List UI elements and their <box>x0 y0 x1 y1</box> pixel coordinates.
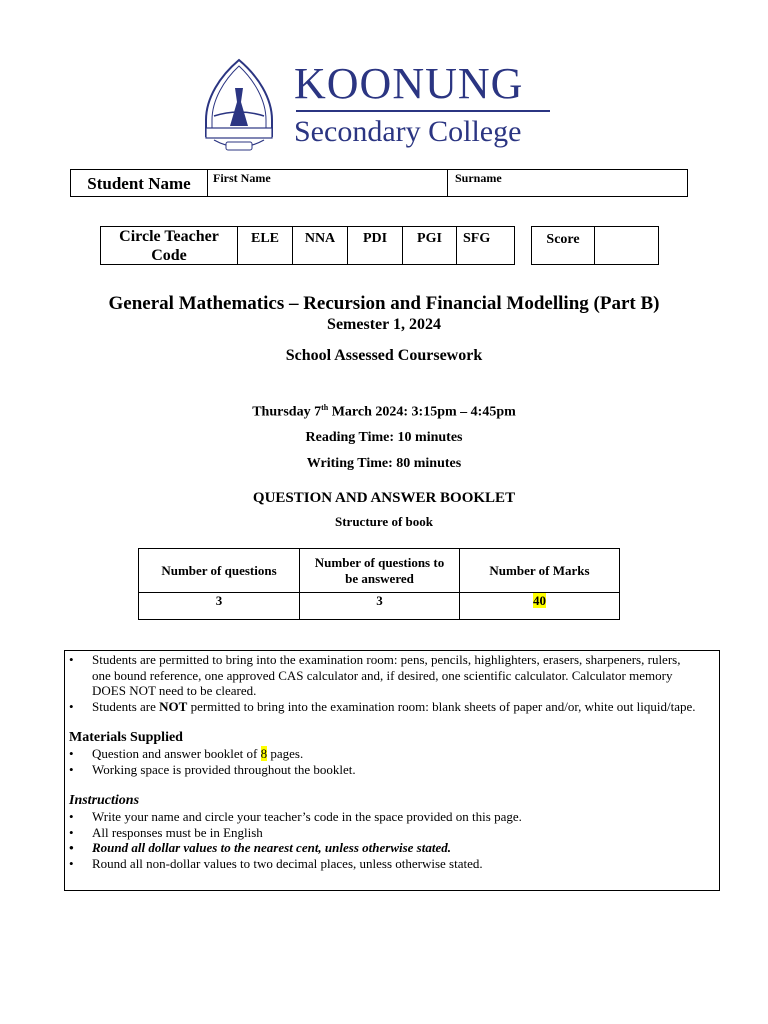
list-item: • Students are NOT permitted to bring into the examination room: blank sheets of paper and/or, white out liquid/tape. <box>69 699 697 715</box>
list-item: • Round all dollar values to the nearest cent, unless otherwise stated. <box>69 840 697 856</box>
teacher-code-label: Circle Teacher Code <box>101 227 238 264</box>
school-logo <box>200 58 560 156</box>
writing-time: Writing Time: 80 minutes <box>306 456 462 471</box>
list-item: • Question and answer booklet of 8 pages. <box>69 746 697 762</box>
column-header: Number of questions <box>139 549 299 593</box>
structure-heading: Structure of book <box>335 514 433 529</box>
logo-divider <box>296 110 550 112</box>
table-cell: 3 <box>376 593 383 608</box>
teacher-code-pgi[interactable]: PGI <box>403 227 457 264</box>
table-column <box>299 549 459 619</box>
school-crest-icon <box>200 58 278 156</box>
list-item: • All responses must be in English <box>69 825 697 841</box>
table-column <box>139 549 299 619</box>
student-name-table <box>70 169 688 197</box>
score-label: Score <box>532 227 595 264</box>
materials-heading: Materials Supplied <box>69 730 183 745</box>
surname-field[interactable] <box>448 170 687 196</box>
column-header: Number of Marks <box>460 549 619 593</box>
list-item: • Write your name and circle your teacher’s code in the space provided on this page. <box>69 809 697 825</box>
student-name-label: Student Name <box>71 170 208 196</box>
first-name-field[interactable] <box>208 170 448 196</box>
reading-time: Reading Time: 10 minutes <box>305 430 463 445</box>
table-column <box>459 549 619 619</box>
table-cell: 3 <box>215 593 223 608</box>
exam-date: Thursday 7th March 2024: 3:15pm – 4:45pm <box>252 403 516 420</box>
teacher-code-sfg[interactable]: SFG <box>463 231 491 246</box>
school-subtitle: Secondary College <box>294 115 522 148</box>
semester: Semester 1, 2024 <box>327 316 441 333</box>
exam-title: General Mathematics – Recursion and Financial Modelling (Part B) <box>108 293 660 314</box>
teacher-code-pdi[interactable]: PDI <box>348 227 403 264</box>
list-item: • Round all non-dollar values to two decimal places, unless otherwise stated. <box>69 856 697 872</box>
teacher-code-nna[interactable]: NNA <box>293 227 348 264</box>
table-cell <box>460 593 619 609</box>
instructions-heading: Instructions <box>69 793 140 808</box>
score-box <box>531 226 659 265</box>
teacher-code-ele[interactable]: ELE <box>238 227 293 264</box>
sac-heading: School Assessed Coursework <box>285 347 483 364</box>
surname-label: Surname <box>455 171 502 185</box>
booklet-heading: QUESTION AND ANSWER BOOKLET <box>252 490 516 506</box>
structure-table <box>138 548 620 620</box>
instructions-box <box>64 650 720 891</box>
school-name: KOONUNG <box>294 59 524 108</box>
list-item: • Working space is provided throughout the booklet. <box>69 762 697 778</box>
first-name-label: First Name <box>213 171 271 185</box>
marks-value: 40 <box>533 593 546 608</box>
teacher-code-table <box>100 226 515 265</box>
list-item: • Students are permitted to bring into the examination room: pens, pencils, highlighters, erasers, sharpeners, rulers, one bound reference, one approved CAS calculator and, if desired, one scientific calculator. Calculator memory DOES NOT need to be cleared. <box>69 652 697 699</box>
column-header: Number of questions to be answered <box>300 549 459 593</box>
